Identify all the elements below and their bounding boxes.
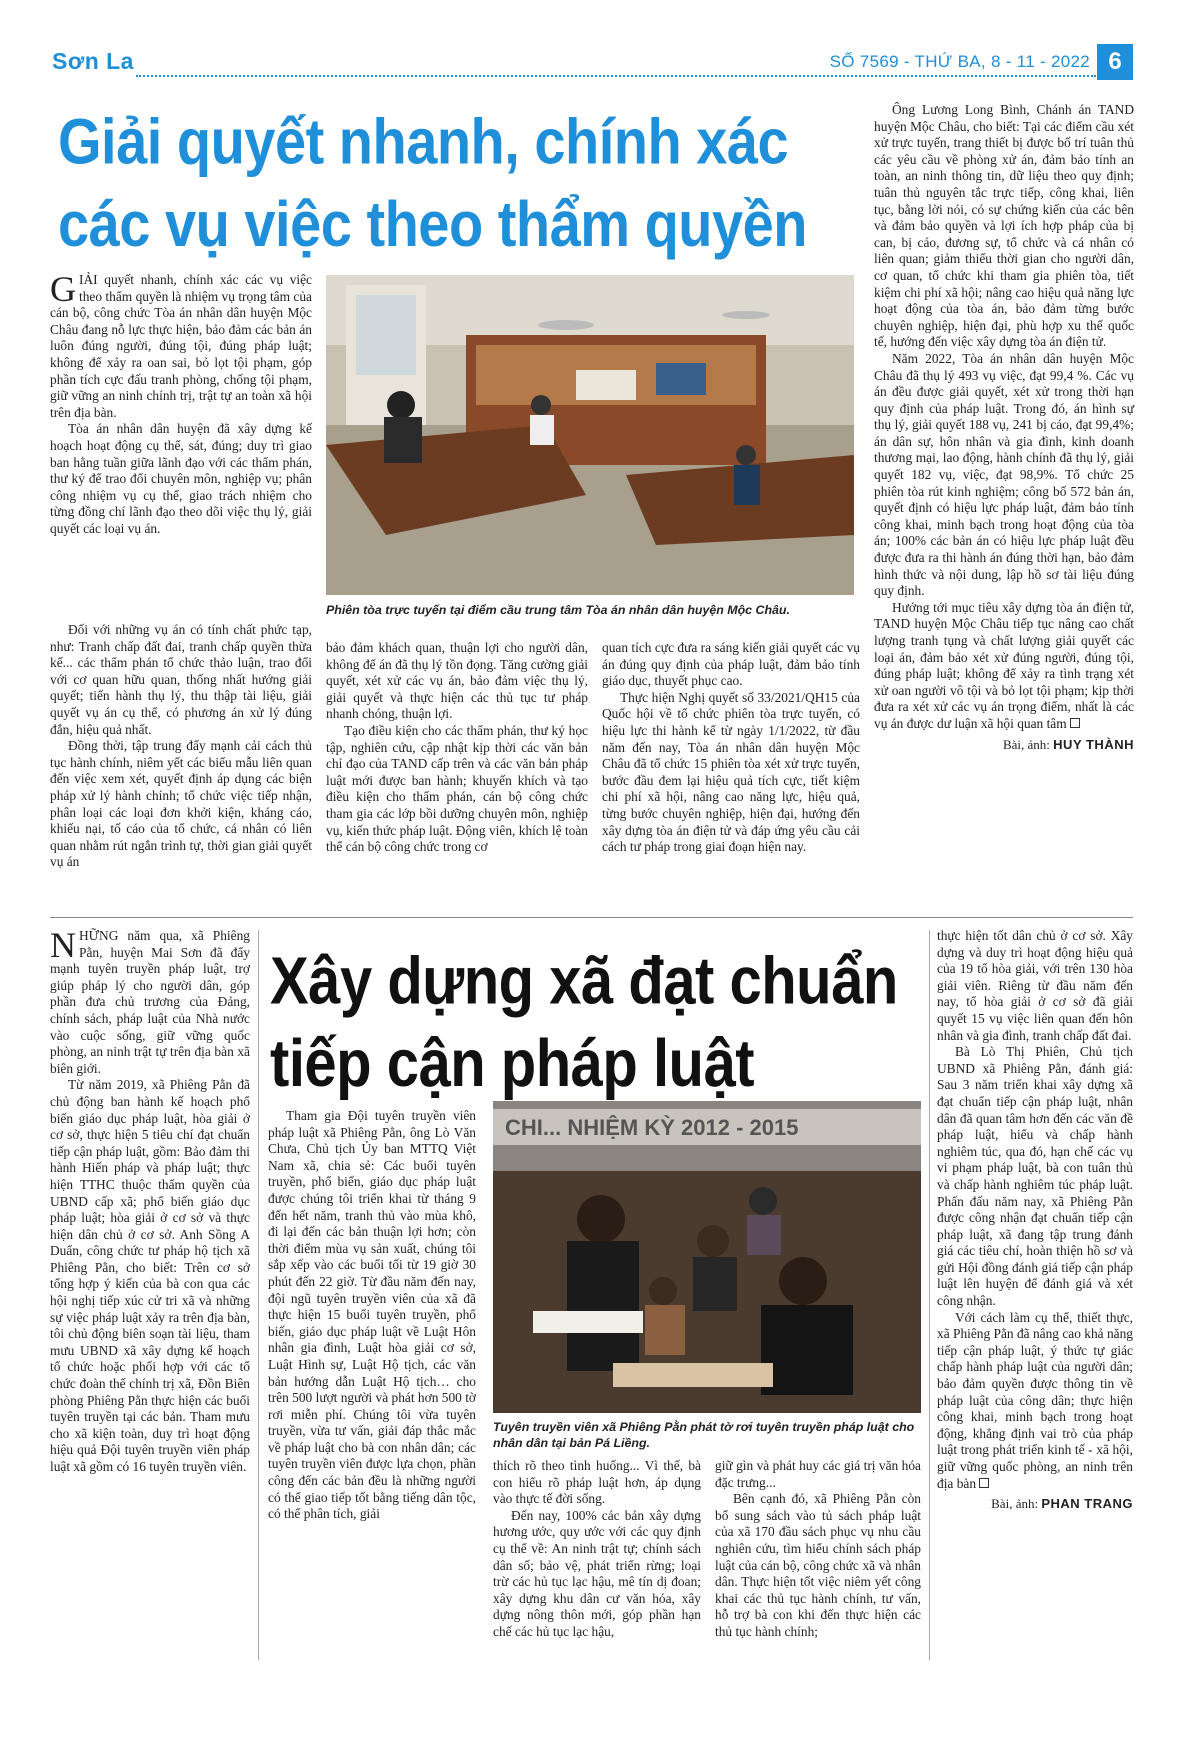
byline-author: PHAN TRANG — [1041, 1496, 1133, 1512]
paragraph-text: Hướng tới mục tiêu xây dựng tòa án điện tử, TAND huyện Mộc Châu tiếp tục nâng cao chất lượng tranh tụng và chất lượng giải quyết các loại án, đảm bảo xét xử đúng người, đúng tội, đúng pháp luật; không để xảy ra tình trạng xét xử oan người vô tội và bỏ lọt tội phạm; kịp thời đưa ra xét xử các vụ án trọng điểm, nhất là các vụ án được dư luận xã hội quan tâm — [874, 599, 1134, 731]
paragraph: Đến nay, 100% các bản xây dựng hương ước, quy ước với các quy định cụ thể về: An ninh trật tự; chính sách dân số; bảo vệ, phát triển rừng; loại trừ các hủ tục lạc hậu, mê tín dị đoan; xây dựng khu dân cư văn hóa, xây dựng nông thôn mới, góp phần hạn chế các hủ tục lạc hậu, — [493, 1507, 701, 1639]
article1-column-1b — [50, 622, 312, 871]
byline-author: HUY THÀNH — [1053, 736, 1134, 752]
article2-title — [270, 940, 910, 1106]
article2-column-3 — [493, 1458, 701, 1641]
section-name: Sơn La — [52, 48, 134, 74]
article-divider — [50, 917, 1133, 918]
article1-photo-caption: Phiên tòa trực tuyến tại điểm cầu trung tâm Tòa án nhân dân huyện Mộc Châu. — [326, 603, 790, 617]
paragraph: Đối với những vụ án có tính chất phức tạp, như: Tranh chấp đất đai, tranh chấp quyền thừa kế... các thẩm phán tổ chức thảo luận, trao đổi với cơ quan hữu quan, thống nhất hướng giải quyết; tiến hành thụ lý, thu thập tài liệu, giải quyết vụ án cụ thể, có phương án xử lý đúng đắn, hiệu quả nhất. — [50, 622, 312, 737]
paragraph: Thực hiện Nghị quyết số 33/2021/QH15 của Quốc hội về tổ chức phiên tòa trực tuyến, có hiệu lực thi hành kể từ ngày 1/1/2022, từ đầu năm đến nay, Tòa án nhân dân huyện Mộc Châu đã tổ chức 15 phiên tòa xét xử trực tuyến, bước đầu đem lại hiệu quả tích cực, tiết kiệm chi phí xã hội, nâng cao năng lực, hiệu quả, từng bước chuyên nghiệp, hiện đại, hướng đến xây dựng tòa án điện tử và đáp ứng yêu cầu cải cách tư pháp trong giai đoạn hiện nay. — [602, 689, 860, 855]
article2-column-2 — [268, 1108, 476, 1523]
end-mark-icon — [979, 1478, 989, 1488]
article1-column-3 — [602, 640, 860, 856]
paragraph-text: HỮNG năm qua, xã Phiêng Pằn, huyện Mai Sơn đã đẩy mạnh tuyên truyền pháp luật, trợ giúp pháp lý cho người dân, góp phần đưa chủ trương của Đảng, chính sách, pháp luật của Nhà nước vào cuộc sống, giữ vững quốc phòng, an ninh trật tự trên địa bàn xã biên giới. — [50, 928, 250, 1076]
article2-column-1 — [50, 925, 250, 1476]
column-rule — [929, 930, 930, 1660]
article2-title-line1: Xây dựng xã đạt chuẩn — [270, 943, 898, 1019]
propaganda-photo — [493, 1101, 921, 1413]
paragraph: Tòa án nhân dân huyện đã xây dựng kế hoạch hoạt động cụ thể, sát, đúng; duy trì giao ban hằng tuần giữa lãnh đạo với các thẩm phán, thư ký để trao đổi chuyên môn, nghiệp vụ; phân công nhiệm vụ cụ thể, giao trách nhiệm cho từng đồng chí lãnh đạo theo dõi việc thụ lý, giải quyết các loại vụ án. — [50, 421, 312, 536]
paragraph: Tạo điều kiện cho các thẩm phán, thư ký học tập, nghiên cứu, cập nhật kịp thời các văn bản chỉ đạo của TAND cấp trên và các văn bản pháp luật mới được ban hành; khuyến khích và tạo điều kiện cho thẩm phán, cán bộ công chức tham gia các lớp bồi dưỡng chuyên môn, nghiệp vụ, kiến thức pháp luật. Động viên, khích lệ toàn thể cán bộ công chức trong cơ — [326, 722, 588, 855]
courtroom-photo — [326, 275, 854, 595]
article2-column-4 — [715, 1458, 921, 1641]
paragraph: Bà Lò Thị Phiên, Chủ tịch UBND xã Phiêng Pằn, đánh giá: Sau 3 năm triển khai xây dựng xã đạt chuẩn tiếp cận pháp luật, nhân dân đã quan tâm hơn đến các văn đề pháp luật, hiểu và chấp hành nghiêm túc, qua đó, hạn chế các vụ vi phạm pháp luật, bà con tuân thủ và chấp hành nghiêm túc pháp luật. Phấn đấu năm nay, xã Phiêng Pằn được công nhận đạt chuẩn tiếp cận pháp luật, xã đang tập trung đánh giá các tiêu chí, hoàn thiện hồ sơ và gửi Hội đồng đánh giá tiếp cận pháp luật lên huyện để đánh giá và xét công nhận. — [937, 1044, 1133, 1309]
paragraph-text: Với cách làm cụ thể, thiết thực, xã Phiêng Pằn đã nâng cao khả năng tiếp cận pháp luật, ý thức tự giác chấp hành pháp luật của người dân; bảo đảm quyền được thông tin về pháp luật của công dân; thực hiện công khai, minh bạch trong hoạt động, khẳng định vai trò của pháp luật trong phát triển kinh tế - xã hội, giữ vững quốc phòng, an ninh trên địa bàn — [937, 1309, 1133, 1491]
paragraph: thực hiện tốt dân chủ ở cơ sở. Xây dựng và duy trì hoạt động hiệu quả của 19 tổ hòa giải, với trên 130 hòa giải viên. Riêng từ đầu năm đến nay, tổ hòa giải ở cơ sở đã giải quyết 15 vụ việc liên quan đến hôn nhân và gia đình, tranh chấp đất đai. — [937, 928, 1133, 1043]
byline-prefix: Bài, ảnh: — [991, 1496, 1039, 1512]
end-mark-icon — [1070, 718, 1080, 728]
article2-lead-paragraph — [50, 925, 250, 1077]
paragraph: Năm 2022, Tòa án nhân dân huyện Mộc Châu đã thụ lý 493 vụ việc, đạt 99,4 %. Các vụ án đều được giải quyết, xét xử trong thời hạn quy định của pháp luật. Trong đó, án hình sự thụ lý, giải quyết 188 vụ, 241 bị cáo, đạt 99,4%; án dân sự, hôn nhân và gia đình, kinh doanh thương mại, lao động, hành chính đã thụ lý, giải quyết 182 vụ, việc, đạt 98,9%. Tổ chức 25 phiên tòa rút kinh nghiệm; công bố 572 bản án, quyết định có hiệu lực pháp luật, đảm bảo tính công khai, minh bạch trong hoạt động của tòa án; 100% các bản án có hiệu lực pháp luật đều được đưa ra thi hành án đúng thời hạn, bảo đảm hình thức và nội dung, lập hồ sơ tài liệu đúng quy định. — [874, 350, 1134, 599]
header-rule — [136, 75, 1096, 77]
byline-prefix: Bài, ảnh: — [1002, 736, 1050, 752]
paragraph — [937, 1310, 1133, 1493]
dropcap: N — [50, 925, 76, 965]
article2-column-5 — [937, 928, 1133, 1513]
article1-column-1 — [50, 269, 312, 538]
dropcap: G — [50, 269, 76, 309]
paragraph: Ông Lương Long Bình, Chánh án TAND huyện Mộc Châu, cho biết: Tại các điểm cầu xét xử trực tuyến, trang thiết bị được bố trí tuân thủ các yêu cầu về phòng xử án, đảm bảo tính an toàn, an ninh thông tin, dữ liệu theo quy định; tuân thủ nguyên tắc trực tiếp, công khai, liên tục, bằng lời nói, có sự chứng kiến của các bên và đảm bảo quyền và lợi ích hợp pháp của bị can, bị cáo, đương sự, tổ chức và cá nhân có liên quan; giảm thiểu thời gian cho người dân, cơ quan, tổ chức khi tham gia phiên tòa, tiết kiệm chi phí xã hội; nâng cao hiệu quả năng lực hoạt động của tòa án, bảo đảm từng bước chuyên nghiệp, hiện đại, phù hợp xu thế quốc tế, hướng đến việc xây dựng tòa án điện tử. — [874, 102, 1134, 350]
paragraph: giữ gìn và phát huy các giá trị văn hóa đặc trưng... — [715, 1458, 921, 1490]
article1-lead-paragraph — [50, 269, 312, 421]
paragraph-text: IẢI quyết nhanh, chính xác các vụ việc theo thẩm quyền là nhiệm vụ trọng tâm của cán bộ, công chức Tòa án nhân dân huyện Mộc Châu đang nỗ lực thực hiện, bảo đảm các bản án luôn đúng người, đúng tội, đúng pháp luật; không để xảy ra oan sai, bỏ lọt tội phạm, góp phần tích cực đấu tranh phòng, chống tội phạm, giữ vững an ninh chính trị, trật tự an toàn xã hội trên địa bàn. — [50, 272, 312, 420]
article1-title-line1: Giải quyết nhanh, chính xác — [58, 104, 789, 178]
article2-photo-caption: Tuyên truyền viên xã Phiêng Pằn phát tờ rơi tuyên truyền pháp luật cho nhân dân tại bản Pá Liềng. — [493, 1420, 915, 1450]
paragraph: Từ năm 2019, xã Phiêng Pằn đã chủ động ban hành kế hoạch phổ biến giáo dục pháp luật, hòa giải ở cơ sở, thực hiện 5 tiêu chí đạt chuẩn tiếp cận pháp luật, gồm: Bảo đảm thi hành Hiến pháp và pháp luật; thực hiện TTHC thuộc thẩm quyền của UBND cấp xã; phổ biến giáo dục pháp luật; hòa giải ở cơ sở và thực hiện dân chủ ở cơ sở. Anh Sồng A Duẩn, công chức tư pháp hộ tịch xã Phiêng Pằn, cho biết: Trên cơ sở tổng hợp ý kiến của bà con qua các hội nghị tiếp xúc cử tri xã và những sự việc pháp luật xảy ra trên địa bàn, tôi chủ động biên soạn tài liệu, tham mưu UBND xã xây dựng kế hoạch tổ chức hoặc phối hợp với các tổ chức đoàn thể chính trị xã, Đồn Biên phòng Phiêng Pằn thực hiện các buổi tuyên truyền tại các bản. Tham mưu cho xã kiện toàn, duy trì hoạt động hiệu quả Đội tuyên truyền viên pháp luật xã gồm có 16 tuyên truyền viên. — [50, 1077, 250, 1474]
paragraph — [874, 600, 1134, 733]
paragraph: bảo đảm khách quan, thuận lợi cho người dân, không để án đã thụ lý tồn đọng. Tăng cường giải quyết, xét xử các vụ án, bảo đảm việc thụ lý, giải quyết và thực hiện các thủ tục tư pháp nhanh chóng, thuận lợi. — [326, 640, 588, 722]
article1-byline — [874, 737, 1134, 754]
article2-title-line2: tiếp cận pháp luật — [270, 1026, 755, 1101]
issue-info: SỐ 7569 - THỨ BA, 8 - 11 - 2022 — [829, 52, 1090, 71]
article1-column-2 — [326, 640, 588, 856]
paragraph: thích rõ theo tình huống... Vì thế, bà con hiểu rõ pháp luật hơn, áp dụng vào thực tế đời sống. — [493, 1458, 701, 1507]
page-number: 6 — [1097, 44, 1133, 80]
column-rule — [258, 930, 259, 1660]
paragraph: quan tích cực đưa ra sáng kiến giải quyết các vụ án đúng quy định của pháp luật, đảm bảo tính giáo dục, thuyết phục cao. — [602, 640, 860, 689]
paragraph: Đồng thời, tập trung đẩy mạnh cải cách thủ tục hành chính, niêm yết các biểu mẫu liên quan đến việc xem xét, quyết định áp dụng các biện pháp xử lý hành chính; tổ chức việc tiếp nhận, phân loại các loại đơn khởi kiện, kháng cáo, khiếu nại, tố cáo của tổ chức, cá nhân có liên quan nhằm rút ngắn trình tự, thời gian giải quyết vụ án — [50, 738, 312, 870]
photo-banner-text: CHI... NHIỆM KỲ 2012 - 2015 — [505, 1115, 799, 1140]
article1-column-4 — [874, 102, 1134, 753]
article2-byline — [937, 1496, 1133, 1513]
paragraph: Bên cạnh đó, xã Phiêng Pằn còn bổ sung sách vào tủ sách pháp luật của xã 170 đầu sách phục vụ nhu cầu nghiên cứu, tìm hiểu chính sách pháp luật của cán bộ, công chức xã và nhân dân. Thực hiện tốt việc niêm yết công khai các thủ tục hành chính, tư vấn, hỗ trợ bà con khi đến thực hiện các thủ tục hành chính; — [715, 1491, 921, 1639]
article1-title-line2: các vụ việc theo thẩm quyền — [58, 187, 807, 260]
article1-title — [58, 100, 858, 266]
paragraph: Tham gia Đội tuyên truyền viên pháp luật xã Phiêng Pằn, ông Lò Văn Chưa, Chủ tịch Ủy ban MTTQ Việt Nam xã, chia sẻ: Các buổi tuyên truyền, phổ biến, giáo dục pháp luật được chúng tôi triển khai từ tháng 9 đến hết năm, tranh thủ vào mùa khô, đi lại đến các bản thuận lợi hơn; còn thời điểm mùa vụ sản xuất, chúng tôi sắp xếp vào các buổi tối từ 19 giờ 30 phút đến 22 giờ. Từ đầu năm đến nay, đội ngũ tuyên truyền viên của xã đã thực hiện 15 buổi tuyên truyền, phổ biến, giáo dục pháp luật về Luật Hôn nhân gia đình, Luật hòa giải cơ sở, Luật Hình sự, Luật Hộ tịch, các văn bản hướng dẫn Luật Hộ tịch… cho trên 500 lượt người và phát hơn 500 tờ rơi miễn phí. Chúng tôi vừa tuyên truyền, vừa tư vấn, giải đáp thắc mắc về pháp luật cho bà con nhân dân; các tuyên truyền viên được lựa chọn, phần công đến các bản đều là những người có thể giao tiếp tốt bằng tiếng dân tộc, có thể phân tích, giải — [268, 1108, 476, 1522]
